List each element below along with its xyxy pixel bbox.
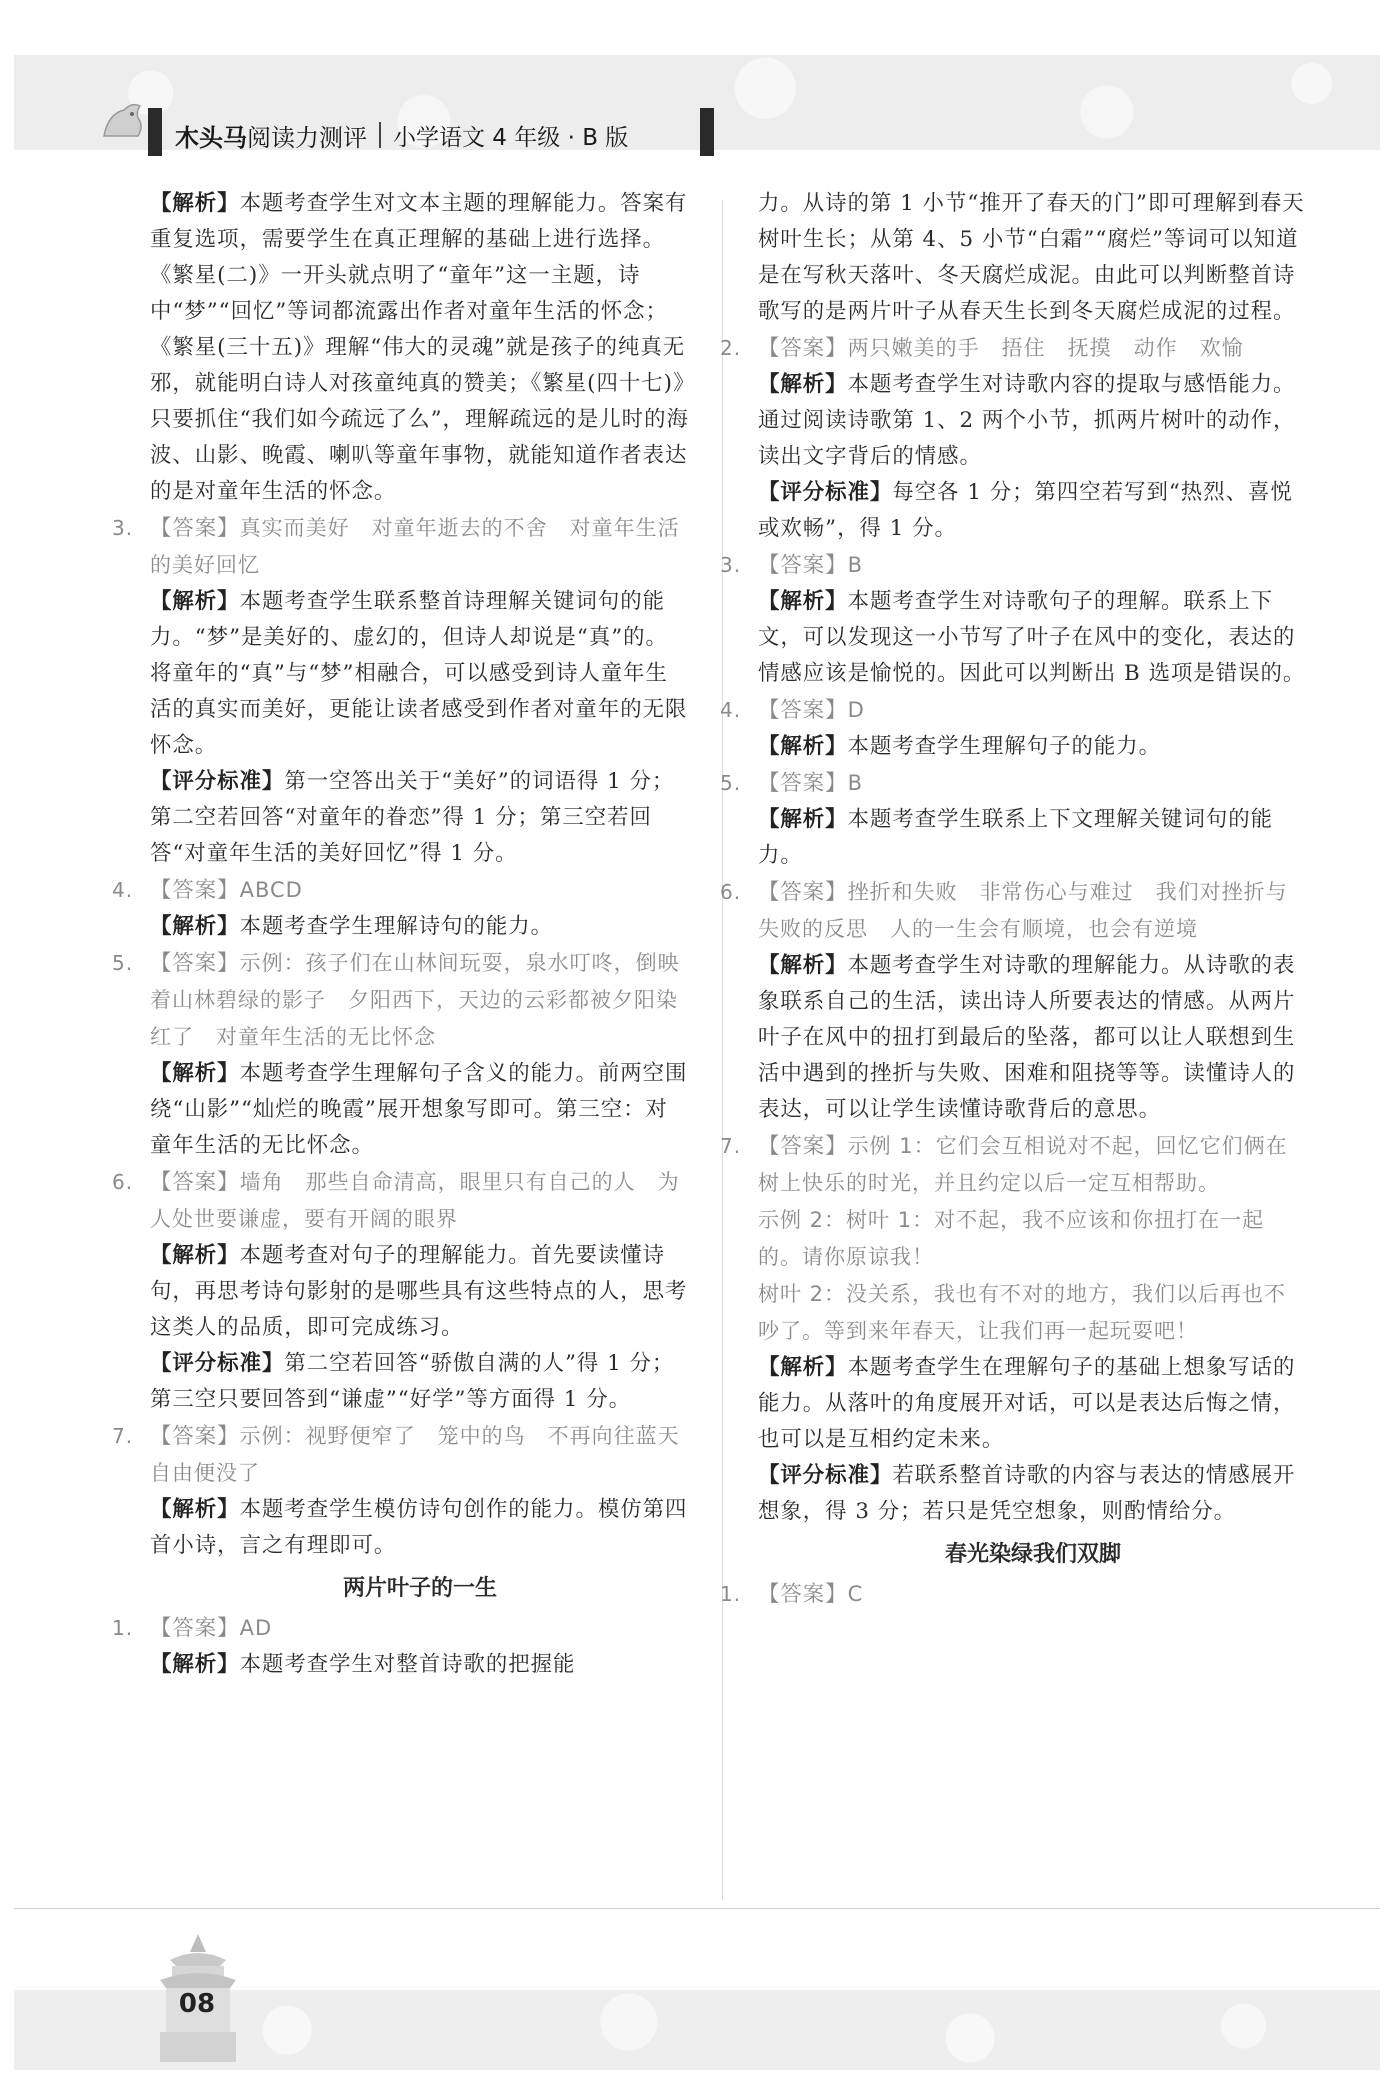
answer-item-1-leaves: 1. 【答案】AD 【解析】本题考查学生对整首诗歌的把握能 — [112, 1616, 576, 1677]
left-column — [112, 186, 702, 1683]
answer-item-1-spring: 1. 【答案】C — [720, 1582, 864, 1607]
section-title-two-leaves: 两片叶子的一生 — [342, 1575, 497, 1601]
answer-item-5: 5. 【答案】示例：孩子们在山林间玩耍，泉水叮咚，倒映着山林碧绿的影子 夕阳西下，天边的云彩都被夕阳染红了 对童年生活的无比怀念 【解析】本题考查学生理解句子含义的能力。前两空围绕“山影”“灿烂的晚霞”展开想象写即可。第三空：对童年生活的无比怀念。 — [112, 951, 688, 1158]
header-title — [175, 117, 628, 153]
answer-item-6: 6. 【答案】墙角 那些自命清高，眼里只有自己的人 为人处世要谦虚，要有开阔的眼界 【解析】本题考查对句子的理解能力。首先要读懂诗句，再思考诗句影射的是哪些具有这些特点的人，思考这类人的品质，即可完成练习。 【评分标准】第二空若回答“骄傲自满的人”得 1 分；第三空只要回答到“谦虚”“好学”等方面得 1 分。 — [112, 1170, 688, 1412]
answer-item-2-leaves: 2. 【答案】两只嫩美的手 捂住 抚摸 动作 欢愉 【解析】本题考查学生对诗歌内容的提取与感悟能力。通过阅读诗歌第 1、2 两个小节，抓两片树叶的动作，读出文字背后的情感。 【评分标准】每空各 1 分；第四空若写到“热烈、喜悦或欢畅”，得 1 分。 — [720, 336, 1296, 541]
answer-item-3-leaves: 3. 【答案】B 【解析】本题考查学生对诗歌句子的理解。联系上下文，可以发现这一小节写了叶子在风中的变化，表达的情感应该是愉悦的。因此可以判断出 B 选项是错误的。 — [720, 553, 1306, 686]
answer-item-3: 3. 【答案】真实而美好 对童年逝去的不舍 对童年生活的美好回忆 【解析】本题考查学生联系整首诗理解关键词句的能力。“梦”是美好的、虚幻的，但诗人却说是“真”的。将童年的“真”与“梦”相融合，可以感受到诗人童年生活的真实而美好，更能让读者感受到作者对童年的无限怀念。 【评分标准】第一空答出关于“美好”的词语得 1 分；第二空若回答“对童年的眷恋”得 1 分；第三空若回答“对童年生活的美好回忆”得 1 分。 — [112, 516, 688, 866]
answer-item-6-leaves: 6. 【答案】挫折和失败 非常伤心与难过 我们对挫折与失败的反思 人的一生会有顺境，也会有逆境 【解析】本题考查学生对诗歌的理解能力。从诗歌的表象联系自己的生活，读出诗人所要表达的情感。从两片叶子在风中的扭打到最后的坠落，都可以让人联想到生活中遇到的挫折与失败、困难和阻挠等等。读懂诗人的表达，可以让学生读懂诗歌背后的意思。 — [720, 880, 1296, 1122]
answer-item-7-leaves: 7. 【答案】示例 1：它们会互相说对不起，回忆它们俩在树上快乐的时光，并且约定以后一定互相帮助。 示例 2：树叶 1：对不起，我不应该和你扭打在一起的。请你原谅我！ 树叶 2：没关系，我也有不对的地方，我们以后再也不吵了。等到来年春天，让我们再一起玩耍吧！ 【解析】本题考查学生在理解句子的基础上想象写话的能力。从落叶的角度展开对话，可以是表达后悔之情，也可以是互相约定未来。 【评分标准】若联系整首诗歌的内容与表达的情感展开想象，得 3 分；若只是凭空想象，则酌情给分。 — [720, 1134, 1296, 1524]
horse-logo-icon — [98, 96, 150, 148]
column-divider — [722, 200, 723, 1900]
section-title-spring-light: 春光染绿我们双脚 — [944, 1541, 1121, 1567]
header-left-bar — [148, 108, 162, 156]
footer-rule — [14, 1908, 1380, 1909]
intro-analysis: 【解析】本题考查学生对文本主题的理解能力。答案有重复选项，需要学生在真正理解的基础上进行选择。《繁星(二)》一开头就点明了“童年”这一主题，诗中“梦”“回忆”等词都流露出作者对童年生活的怀念；《繁星(三十五)》理解“伟大的灵魂”就是孩子的纯真无邪，就能明白诗人对孩童纯真的赞美；《繁星(四十七)》只要抓住“我们如今疏远了么”，理解疏远的是儿时的海波、山影、晚霞、喇叭等童年事物，就能知道作者表达的是对童年生活的怀念。 — [150, 191, 689, 504]
header-right-bar — [700, 108, 714, 156]
answer-item-4-leaves: 4. 【答案】D 【解析】本题考查学生理解句子的能力。 — [720, 698, 1162, 759]
answer-item-4: 4. 【答案】ABCD 【解析】本题考查学生理解诗句的能力。 — [112, 878, 554, 939]
page-number: 08 — [178, 1989, 216, 2019]
brand-name: 木头马阅读力测评 — [175, 123, 367, 152]
answer-item-5-leaves: 5. 【答案】B 【解析】本题考查学生联系上下文理解关键词句的能力。 — [720, 771, 1274, 868]
answer-item-7: 7. 【答案】示例：视野便窄了 笼中的鸟 不再向往蓝天 自由便没了 【解析】本题考查学生模仿诗句创作的能力。模仿第四首小诗，言之有理即可。 — [112, 1424, 702, 1558]
continued-analysis: 力。从诗的第 1 小节“推开了春天的门”即可理解到春天树叶生长；从第 4、5 小节“白霜”“腐烂”等词可以知道是在写秋天落叶、冬天腐烂成泥。由此可以判断整首诗歌写的是两片叶子从春天生长到冬天腐烂成泥的过程。 — [758, 191, 1305, 324]
book-subtitle: 小学语文 4 年级 · B 版 — [393, 124, 629, 151]
right-column — [720, 186, 1308, 1613]
header-separator — [379, 122, 381, 148]
